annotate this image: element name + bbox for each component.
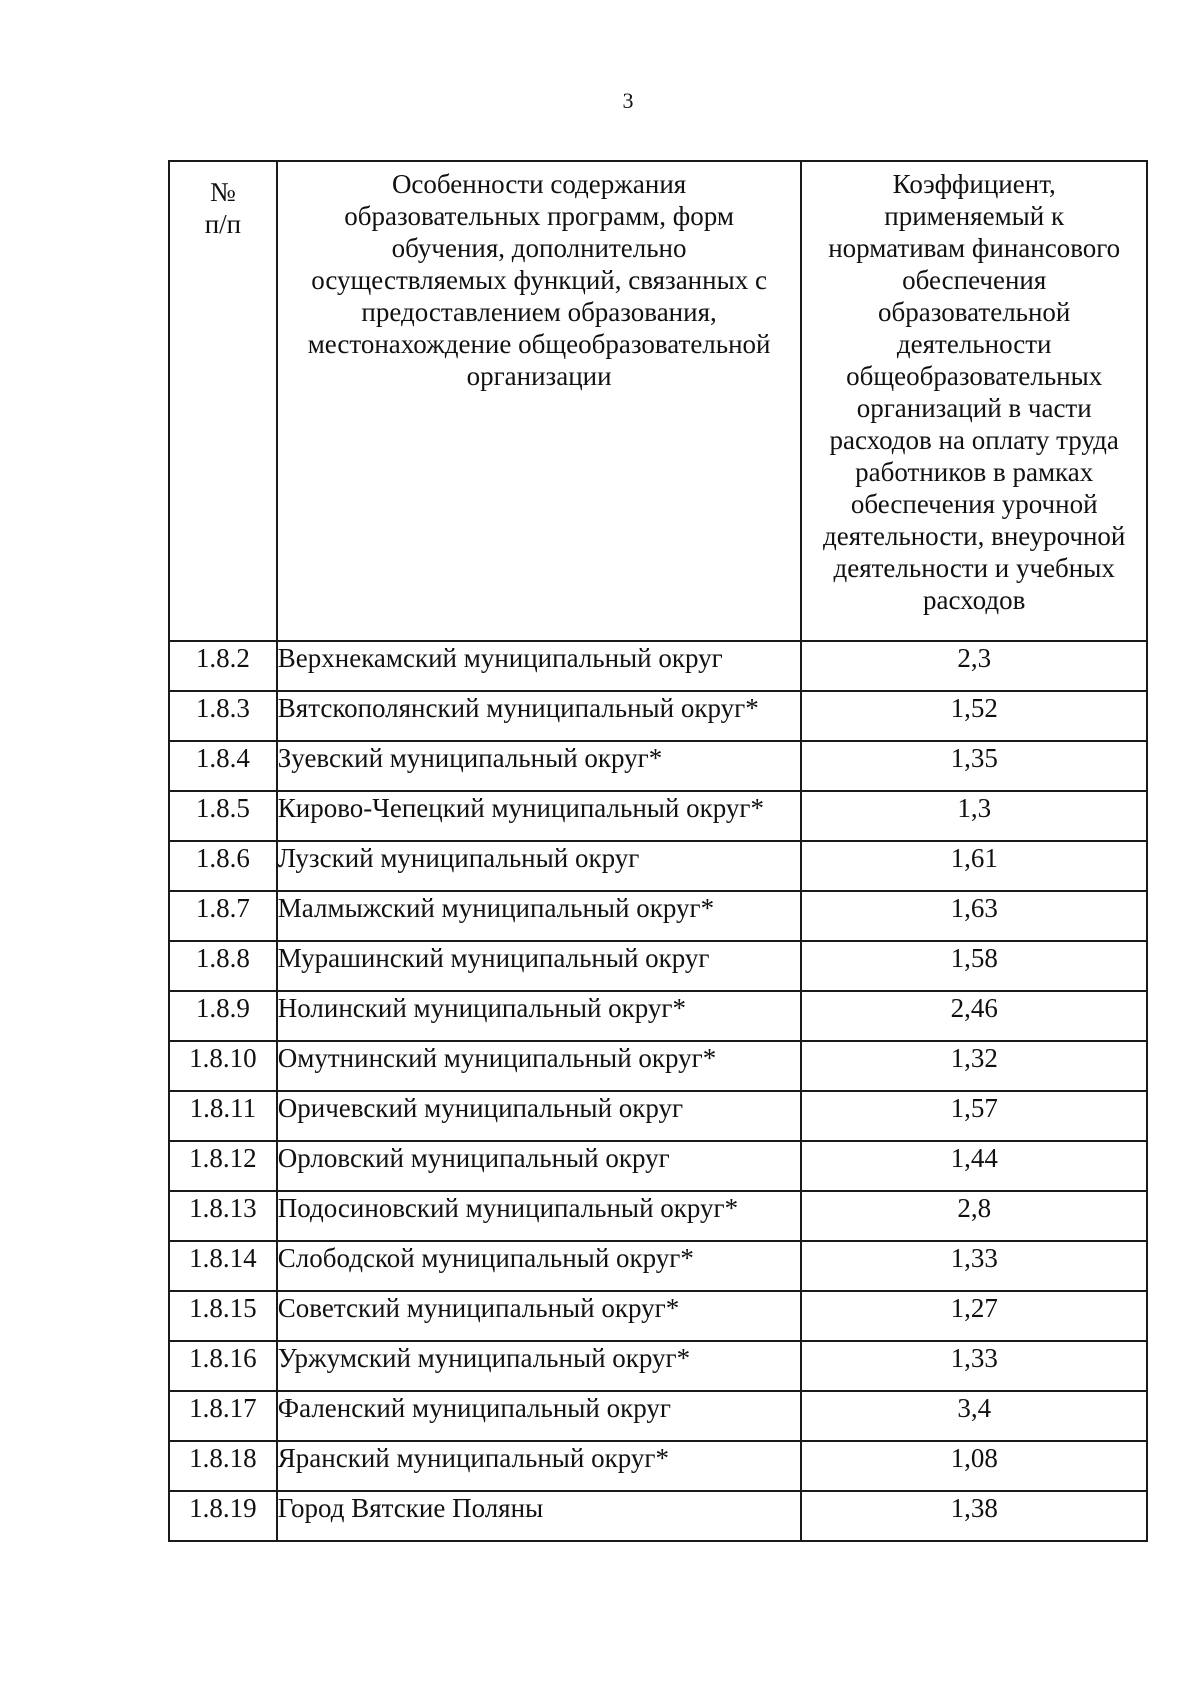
page-number: 3 (622, 88, 634, 113)
row-number: 1.8.14 (169, 1241, 277, 1291)
row-number: 1.8.4 (169, 741, 277, 791)
row-coefficient: 2,46 (801, 991, 1147, 1041)
row-district-name: Советский муниципальный округ* (277, 1291, 802, 1341)
row-coefficient: 1,32 (801, 1041, 1147, 1091)
row-coefficient: 1,63 (801, 891, 1147, 941)
row-number: 1.8.2 (169, 641, 277, 691)
row-coefficient: 2,8 (801, 1191, 1147, 1241)
row-district-name: Город Вятские Поляны (277, 1491, 802, 1541)
row-district-name: Слободской муниципальный округ* (277, 1241, 802, 1291)
row-number: 1.8.6 (169, 841, 277, 891)
row-number: 1.8.3 (169, 691, 277, 741)
table-row (169, 991, 1147, 1041)
row-number: 1.8.17 (169, 1391, 277, 1441)
row-number: 1.8.11 (169, 1091, 277, 1141)
row-district-name: Фаленский муниципальный округ (277, 1391, 802, 1441)
row-coefficient: 1,3 (801, 791, 1147, 841)
table-row (169, 841, 1147, 891)
table-row (169, 1391, 1147, 1441)
row-number: 1.8.18 (169, 1441, 277, 1491)
row-coefficient: 1,38 (801, 1491, 1147, 1541)
row-coefficient: 2,3 (801, 641, 1147, 691)
table-row (169, 941, 1147, 991)
table-row (169, 1491, 1147, 1541)
table-row (169, 791, 1147, 841)
table-row (169, 1441, 1147, 1491)
row-number: 1.8.5 (169, 791, 277, 841)
row-coefficient: 1,08 (801, 1441, 1147, 1491)
row-coefficient: 1,52 (801, 691, 1147, 741)
row-district-name: Верхнекамский муниципальный округ (277, 641, 802, 691)
table-row (169, 1091, 1147, 1141)
row-number: 1.8.19 (169, 1491, 277, 1541)
row-district-name: Мурашинский муниципальный округ (277, 941, 802, 991)
row-number: 1.8.7 (169, 891, 277, 941)
table-row (169, 1041, 1147, 1091)
header-features: Особенности содержания образовательных программ, форм обучения, дополнительно осуществляемых функций, связанных с предоставлением образования, местонахождение общеобразовательной организации (277, 161, 802, 641)
header-number: № п/п (169, 161, 277, 641)
row-coefficient: 1,61 (801, 841, 1147, 891)
row-number: 1.8.15 (169, 1291, 277, 1341)
table-row (169, 741, 1147, 791)
table-row (169, 691, 1147, 741)
row-number: 1.8.13 (169, 1191, 277, 1241)
row-coefficient: 1,57 (801, 1091, 1147, 1141)
table-row (169, 891, 1147, 941)
table-row (169, 1141, 1147, 1191)
row-number: 1.8.12 (169, 1141, 277, 1191)
row-number: 1.8.8 (169, 941, 277, 991)
row-coefficient: 1,44 (801, 1141, 1147, 1191)
row-number: 1.8.16 (169, 1341, 277, 1391)
table-row (169, 1341, 1147, 1391)
row-district-name: Оричевский муниципальный округ (277, 1091, 802, 1141)
row-district-name: Зуевский муниципальный округ* (277, 741, 802, 791)
row-district-name: Кирово-Чепецкий муниципальный округ* (277, 791, 802, 841)
row-district-name: Нолинский муниципальный округ* (277, 991, 802, 1041)
row-coefficient: 1,35 (801, 741, 1147, 791)
row-coefficient: 3,4 (801, 1391, 1147, 1441)
row-coefficient: 1,58 (801, 941, 1147, 991)
row-district-name: Малмыжский муниципальный округ* (277, 891, 802, 941)
table-row (169, 1241, 1147, 1291)
table-row (169, 641, 1147, 691)
table-row (169, 1191, 1147, 1241)
row-district-name: Вятскополянский муниципальный округ* (277, 691, 802, 741)
row-number: 1.8.10 (169, 1041, 277, 1091)
row-district-name: Яранский муниципальный округ* (277, 1441, 802, 1491)
table-header-row (169, 161, 1147, 641)
table-row (169, 1291, 1147, 1341)
row-number: 1.8.9 (169, 991, 277, 1041)
row-district-name: Орловский муниципальный округ (277, 1141, 802, 1191)
row-district-name: Омутнинский муниципальный округ* (277, 1041, 802, 1091)
coefficient-table (168, 160, 1148, 1542)
header-coefficient: Коэффициент, применяемый к нормативам финансового обеспечения образовательной деятельности общеобразовательных организаций в части расходов на оплату труда работников в рамках обеспечения урочной деятельности, внеурочной деятельности и учебных расходов (801, 161, 1147, 641)
row-coefficient: 1,33 (801, 1341, 1147, 1391)
row-district-name: Подосиновский муниципальный округ* (277, 1191, 802, 1241)
row-district-name: Лузский муниципальный округ (277, 841, 802, 891)
row-coefficient: 1,27 (801, 1291, 1147, 1341)
row-coefficient: 1,33 (801, 1241, 1147, 1291)
table-body (169, 641, 1147, 1541)
row-district-name: Уржумский муниципальный округ* (277, 1341, 802, 1391)
